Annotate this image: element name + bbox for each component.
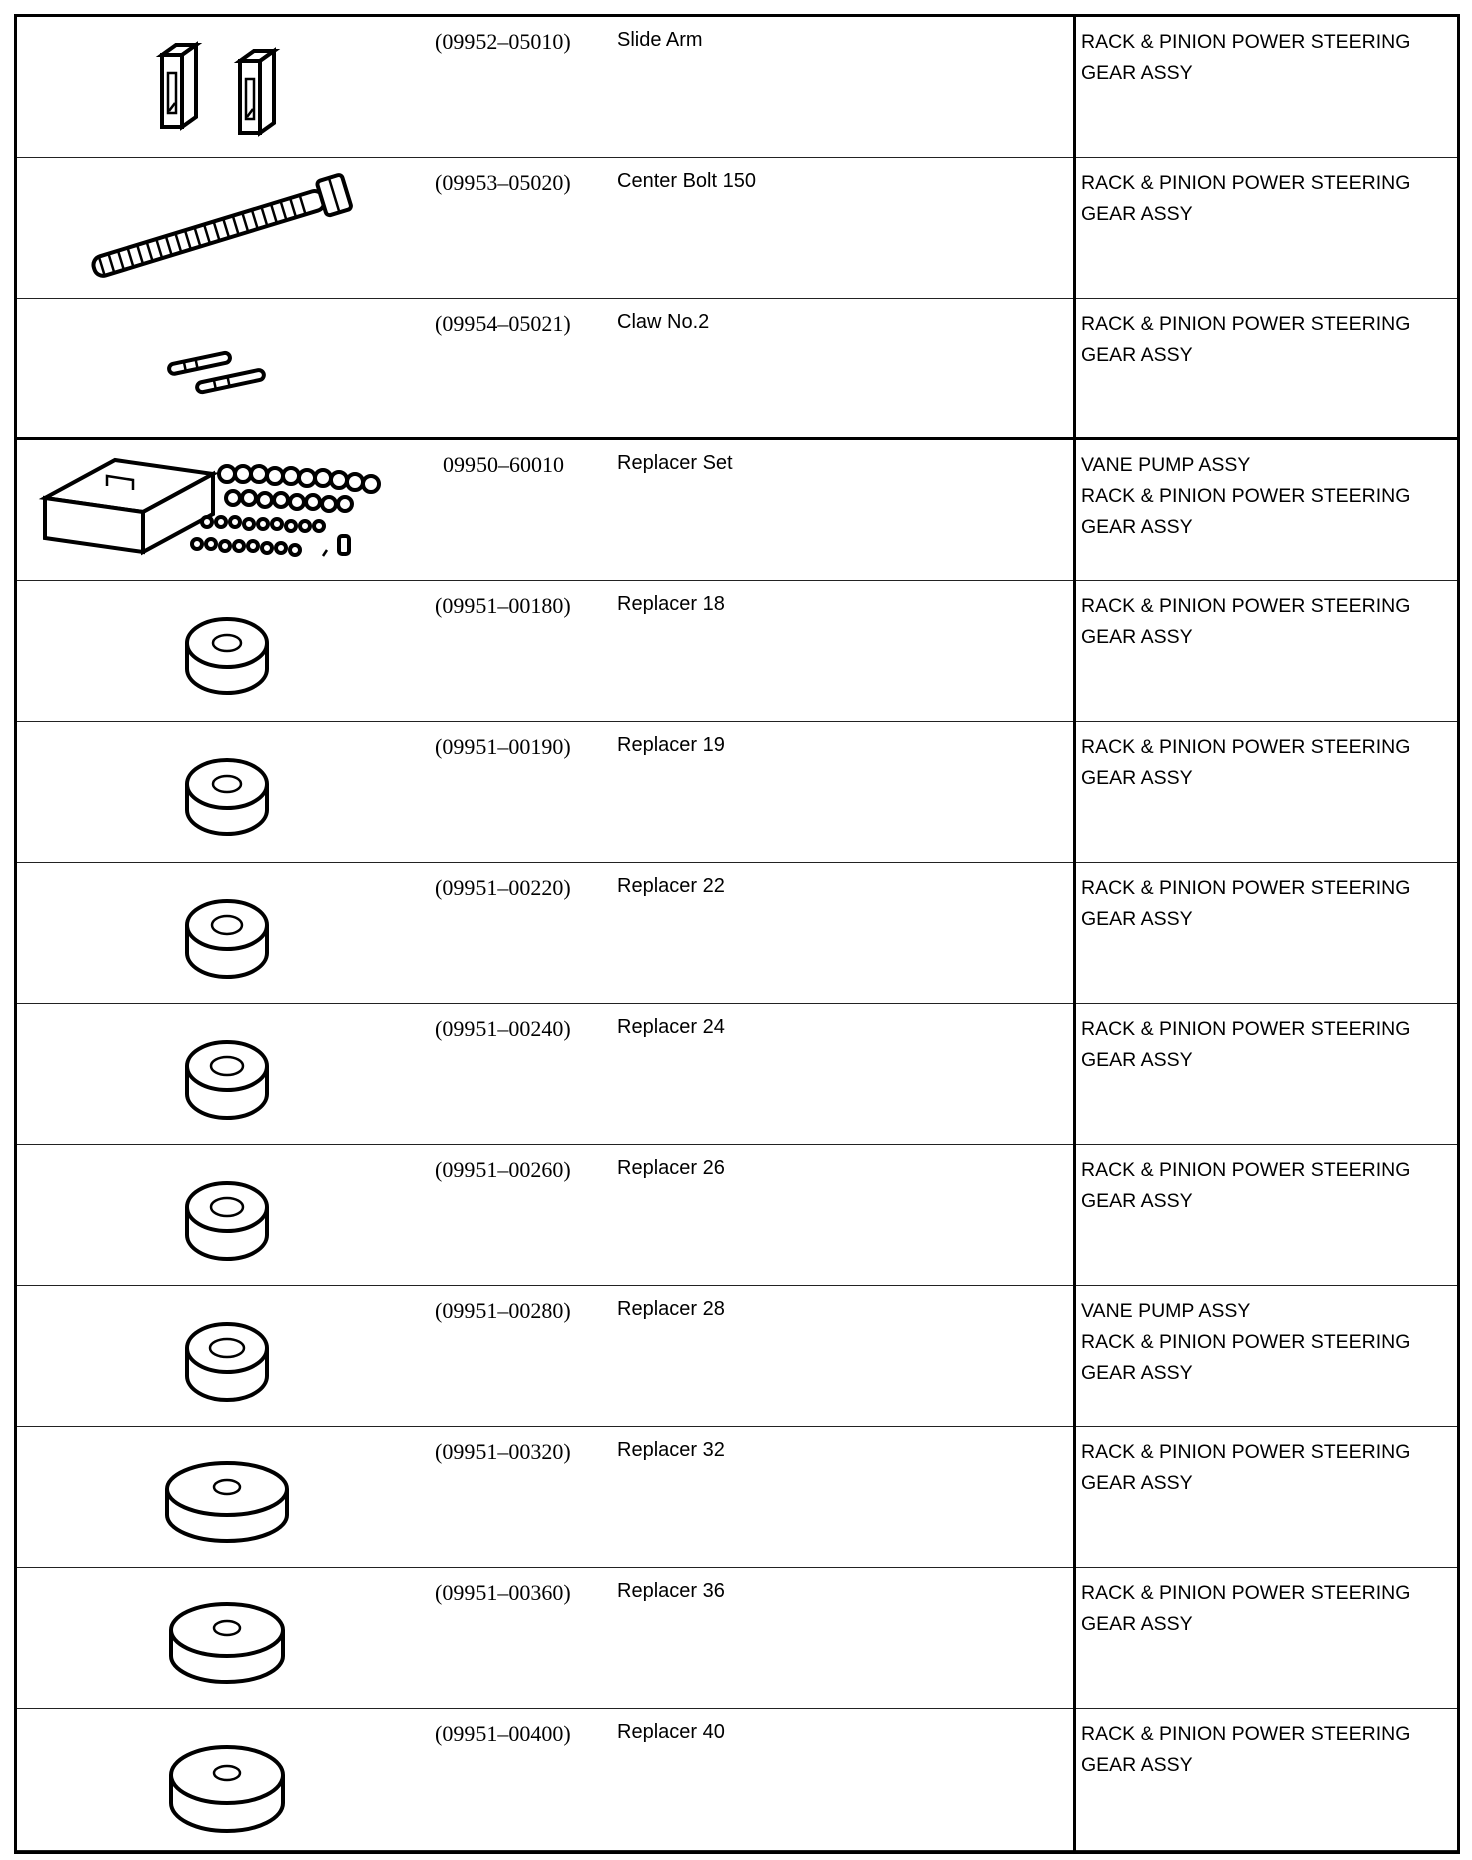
usage-line: GEAR ASSY (1081, 1190, 1193, 1212)
part-number: (09951–00280) (435, 1298, 571, 1323)
usage-line: GEAR ASSY (1081, 626, 1193, 648)
usage-list (1081, 591, 1451, 653)
usage-line: GEAR ASSY (1081, 1754, 1193, 1776)
replacer-ring-icon (37, 728, 417, 856)
usage-line: VANE PUMP ASSY (1081, 1300, 1251, 1322)
usage-list (1081, 1155, 1451, 1217)
usage-list (1081, 1296, 1451, 1389)
part-name: Replacer 36 (617, 1580, 725, 1602)
table-row (17, 581, 1457, 722)
part-name: Replacer 26 (617, 1157, 725, 1179)
usage-list (1081, 450, 1451, 543)
part-number: 09950–60010 (443, 452, 564, 477)
part-number: (09951–00320) (435, 1439, 571, 1464)
center-bolt-icon (37, 164, 417, 292)
part-name: Replacer 28 (617, 1298, 725, 1320)
table-row (17, 299, 1457, 440)
usage-line: GEAR ASSY (1081, 203, 1193, 225)
usage-line: RACK & PINION POWER STEERING (1081, 31, 1411, 53)
slide-arm-icon (37, 23, 417, 151)
replacer-ring-icon (37, 1292, 417, 1420)
usage-list (1081, 1014, 1451, 1076)
part-number: (09951–00260) (435, 1157, 571, 1182)
usage-list (1081, 1437, 1451, 1499)
replacer-ring-icon (37, 1151, 417, 1279)
usage-line: GEAR ASSY (1081, 908, 1193, 930)
part-name: Replacer Set (617, 452, 733, 474)
table-row (17, 440, 1457, 581)
usage-list (1081, 732, 1451, 794)
table-row (17, 1004, 1457, 1145)
special-service-tools-table (14, 14, 1460, 1854)
usage-line: RACK & PINION POWER STEERING (1081, 1331, 1411, 1353)
usage-line: GEAR ASSY (1081, 1362, 1193, 1384)
replacer-ring-icon (37, 1433, 417, 1561)
part-name: Replacer 18 (617, 593, 725, 615)
usage-line: RACK & PINION POWER STEERING (1081, 313, 1411, 335)
usage-list (1081, 1719, 1451, 1781)
table-row (17, 158, 1457, 299)
replacer-ring-icon (37, 1715, 417, 1843)
part-name: Replacer 19 (617, 734, 725, 756)
usage-line: RACK & PINION POWER STEERING (1081, 877, 1411, 899)
part-number: (09951–00240) (435, 1016, 571, 1041)
replacer-ring-icon (37, 1010, 417, 1138)
table-row (17, 1568, 1457, 1709)
usage-list (1081, 168, 1451, 230)
part-number: (09951–00220) (435, 875, 571, 900)
part-name: Claw No.2 (617, 311, 710, 333)
part-name: Slide Arm (617, 29, 703, 51)
usage-line: RACK & PINION POWER STEERING (1081, 485, 1411, 507)
part-number: (09953–05020) (435, 170, 571, 195)
usage-line: GEAR ASSY (1081, 1613, 1193, 1635)
usage-line: RACK & PINION POWER STEERING (1081, 1159, 1411, 1181)
part-number: (09951–00180) (435, 593, 571, 618)
table-row (17, 17, 1457, 158)
replacer-ring-icon (37, 869, 417, 997)
table-row (17, 722, 1457, 863)
table-row (17, 1286, 1457, 1427)
table-row (17, 863, 1457, 1004)
usage-list (1081, 1578, 1451, 1640)
usage-line: GEAR ASSY (1081, 767, 1193, 789)
table-row (17, 1145, 1457, 1286)
replacer-ring-icon (37, 1574, 417, 1702)
part-number: (09954–05021) (435, 311, 571, 336)
part-name: Replacer 24 (617, 1016, 725, 1038)
usage-list (1081, 27, 1451, 89)
usage-line: RACK & PINION POWER STEERING (1081, 1018, 1411, 1040)
part-name: Replacer 40 (617, 1721, 725, 1743)
usage-line: RACK & PINION POWER STEERING (1081, 1441, 1411, 1463)
part-name: Replacer 32 (617, 1439, 725, 1461)
part-number: (09951–00360) (435, 1580, 571, 1605)
usage-line: VANE PUMP ASSY (1081, 454, 1251, 476)
part-number: (09951–00190) (435, 734, 571, 759)
replacer-ring-icon (37, 587, 417, 715)
usage-line: GEAR ASSY (1081, 62, 1193, 84)
usage-line: GEAR ASSY (1081, 1472, 1193, 1494)
usage-line: RACK & PINION POWER STEERING (1081, 1582, 1411, 1604)
usage-line: RACK & PINION POWER STEERING (1081, 1723, 1411, 1745)
usage-list (1081, 309, 1451, 371)
usage-line: RACK & PINION POWER STEERING (1081, 595, 1411, 617)
usage-line: GEAR ASSY (1081, 344, 1193, 366)
usage-line: RACK & PINION POWER STEERING (1081, 172, 1411, 194)
usage-line: GEAR ASSY (1081, 516, 1193, 538)
usage-list (1081, 873, 1451, 935)
part-number: (09951–00400) (435, 1721, 571, 1746)
replacer-set-case-icon (37, 446, 417, 574)
usage-line: GEAR ASSY (1081, 1049, 1193, 1071)
usage-line: RACK & PINION POWER STEERING (1081, 736, 1411, 758)
table-row (17, 1427, 1457, 1568)
claw-icon (37, 305, 417, 433)
column-divider (1073, 17, 1076, 1851)
part-number: (09952–05010) (435, 29, 571, 54)
table-row (17, 1709, 1457, 1851)
part-name: Center Bolt 150 (617, 170, 756, 192)
part-name: Replacer 22 (617, 875, 725, 897)
